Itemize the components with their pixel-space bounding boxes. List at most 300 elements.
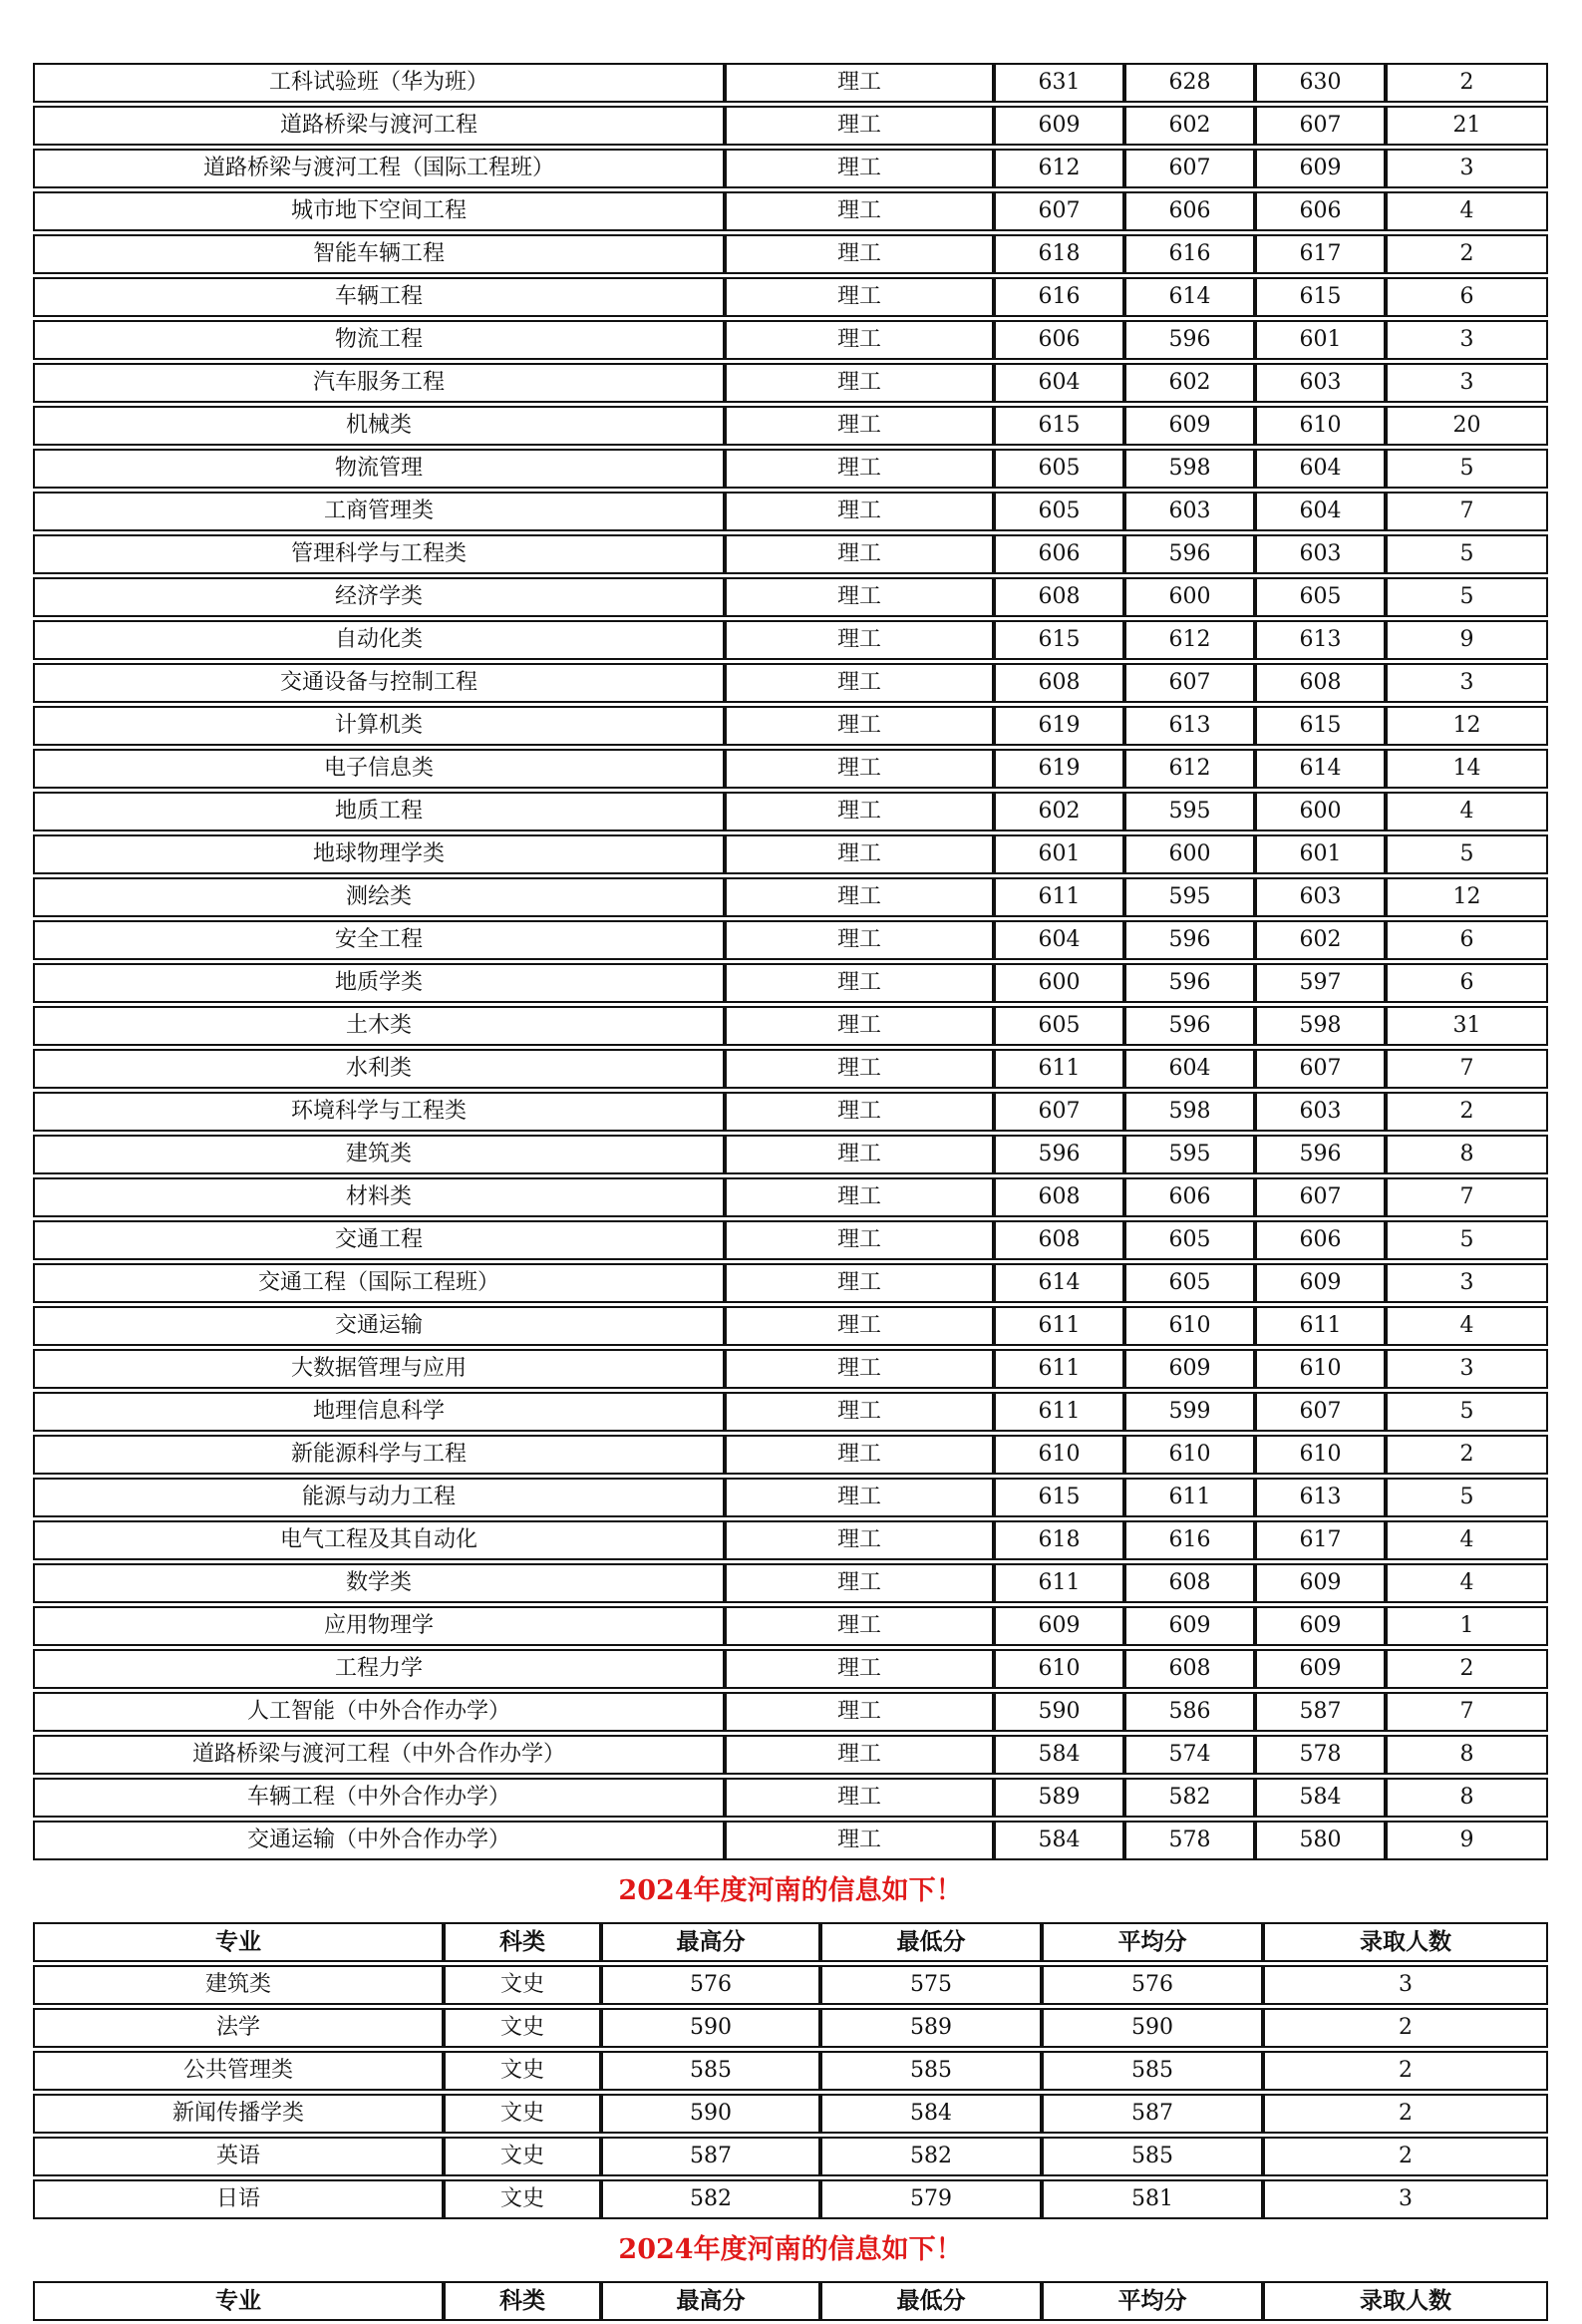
cell-category: 文史 — [444, 2094, 601, 2134]
cell-category: 理工 — [725, 63, 994, 103]
cell-max-score: 616 — [994, 277, 1124, 317]
cell-major: 工程力学 — [33, 1649, 725, 1689]
cell-category: 理工 — [725, 1649, 994, 1689]
document-page — [33, 60, 1548, 2324]
cell-major: 英语 — [33, 2137, 444, 2176]
cell-min-score: 609 — [1124, 1606, 1255, 1646]
cell-major: 法学 — [33, 2008, 444, 2048]
cell-min-score: 608 — [1124, 1563, 1255, 1603]
cell-avg-score: 597 — [1255, 963, 1386, 1003]
cell-major: 经济学类 — [33, 577, 725, 617]
cell-admitted: 9 — [1386, 620, 1548, 660]
table-row — [33, 2137, 1548, 2176]
cell-min-score: 602 — [1124, 106, 1255, 146]
table-header-row — [33, 2281, 1548, 2321]
table-row — [33, 1392, 1548, 1432]
table-row — [33, 492, 1548, 531]
cell-max-score: 602 — [994, 792, 1124, 831]
table-row — [33, 2008, 1548, 2048]
cell-admitted: 12 — [1386, 877, 1548, 917]
cell-major: 土木类 — [33, 1006, 725, 1046]
table-row — [33, 1006, 1548, 1046]
header-avg-score: 平均分 — [1042, 2281, 1263, 2321]
cell-min-score: 612 — [1124, 620, 1255, 660]
cell-avg-score: 611 — [1255, 1306, 1386, 1346]
cell-avg-score: 581 — [1042, 2179, 1263, 2219]
cell-admitted: 2 — [1386, 1092, 1548, 1132]
cell-avg-score: 614 — [1255, 749, 1386, 789]
table-row — [33, 1778, 1548, 1818]
cell-category: 理工 — [725, 1135, 994, 1174]
cell-avg-score: 585 — [1042, 2137, 1263, 2176]
cell-avg-score: 615 — [1255, 277, 1386, 317]
cell-category: 理工 — [725, 963, 994, 1003]
cell-admitted: 4 — [1386, 191, 1548, 231]
cell-category: 理工 — [725, 191, 994, 231]
cell-avg-score: 578 — [1255, 1735, 1386, 1775]
cell-admitted: 5 — [1386, 1392, 1548, 1432]
cell-max-score: 615 — [994, 620, 1124, 660]
cell-major: 水利类 — [33, 1049, 725, 1089]
cell-max-score: 610 — [994, 1435, 1124, 1475]
cell-admitted: 5 — [1386, 1220, 1548, 1260]
table-row — [33, 792, 1548, 831]
table-row — [33, 320, 1548, 360]
cell-admitted: 5 — [1386, 834, 1548, 874]
cell-category: 理工 — [725, 749, 994, 789]
cell-max-score: 606 — [994, 534, 1124, 574]
table-row — [33, 1092, 1548, 1132]
cell-avg-score: 576 — [1042, 1965, 1263, 2005]
cell-admitted: 4 — [1386, 1520, 1548, 1560]
cell-admitted: 2 — [1386, 1435, 1548, 1475]
cell-category: 理工 — [725, 577, 994, 617]
cell-min-score: 607 — [1124, 149, 1255, 188]
section-heading: 2024年度河南的信息如下！ — [618, 2234, 963, 2265]
cell-category: 理工 — [725, 149, 994, 188]
cell-major: 城市地下空间工程 — [33, 191, 725, 231]
table-row — [33, 1606, 1548, 1646]
cell-major: 数学类 — [33, 1563, 725, 1603]
table-row — [33, 106, 1548, 146]
cell-category: 理工 — [725, 1092, 994, 1132]
cell-avg-score: 609 — [1255, 1563, 1386, 1603]
cell-major: 安全工程 — [33, 920, 725, 960]
table-row — [33, 963, 1548, 1003]
cell-admitted: 7 — [1386, 1692, 1548, 1732]
cell-category: 理工 — [725, 1349, 994, 1389]
cell-max-score: 615 — [994, 406, 1124, 446]
table-row — [33, 277, 1548, 317]
cell-avg-score: 580 — [1255, 1821, 1386, 1860]
cell-category: 理工 — [725, 320, 994, 360]
cell-max-score: 611 — [994, 1563, 1124, 1603]
cell-admitted: 7 — [1386, 492, 1548, 531]
cell-avg-score: 603 — [1255, 1092, 1386, 1132]
cell-category: 理工 — [725, 1563, 994, 1603]
table-row — [33, 2179, 1548, 2219]
cell-category: 理工 — [725, 792, 994, 831]
cell-major: 材料类 — [33, 1177, 725, 1217]
table-row — [33, 363, 1548, 403]
cell-category: 理工 — [725, 834, 994, 874]
cell-admitted: 12 — [1386, 706, 1548, 746]
cell-min-score: 616 — [1124, 1520, 1255, 1560]
cell-category: 理工 — [725, 234, 994, 274]
cell-category: 理工 — [725, 1306, 994, 1346]
cell-max-score: 587 — [601, 2137, 820, 2176]
cell-min-score: 598 — [1124, 1092, 1255, 1132]
cell-avg-score: 607 — [1255, 1177, 1386, 1217]
cell-major: 测绘类 — [33, 877, 725, 917]
cell-category: 理工 — [725, 663, 994, 703]
cell-major: 计算机类 — [33, 706, 725, 746]
cell-admitted: 3 — [1386, 1263, 1548, 1303]
cell-avg-score: 613 — [1255, 1478, 1386, 1517]
cell-max-score: 589 — [994, 1778, 1124, 1818]
cell-category: 理工 — [725, 406, 994, 446]
cell-major: 地质学类 — [33, 963, 725, 1003]
cell-major: 汽车服务工程 — [33, 363, 725, 403]
cell-category: 理工 — [725, 1778, 994, 1818]
cell-avg-score: 630 — [1255, 63, 1386, 103]
cell-major: 应用物理学 — [33, 1606, 725, 1646]
cell-min-score: 611 — [1124, 1478, 1255, 1517]
cell-major: 物流管理 — [33, 449, 725, 489]
cell-major: 人工智能（中外合作办学） — [33, 1692, 725, 1732]
table-row — [33, 577, 1548, 617]
table-row — [33, 234, 1548, 274]
table-row — [33, 1478, 1548, 1517]
cell-min-score: 582 — [820, 2137, 1042, 2176]
cell-major: 环境科学与工程类 — [33, 1092, 725, 1132]
cell-max-score: 606 — [994, 320, 1124, 360]
cell-category: 理工 — [725, 620, 994, 660]
cell-major: 地球物理学类 — [33, 834, 725, 874]
cell-avg-score: 609 — [1255, 1263, 1386, 1303]
cell-category: 文史 — [444, 2051, 601, 2091]
cell-admitted: 7 — [1386, 1049, 1548, 1089]
cell-max-score: 608 — [994, 1220, 1124, 1260]
cell-min-score: 600 — [1124, 834, 1255, 874]
cell-admitted: 3 — [1386, 363, 1548, 403]
cell-avg-score: 587 — [1042, 2094, 1263, 2134]
table-row — [33, 1135, 1548, 1174]
cell-max-score: 609 — [994, 1606, 1124, 1646]
cell-admitted: 3 — [1386, 320, 1548, 360]
cell-max-score: 609 — [994, 106, 1124, 146]
cell-max-score: 618 — [994, 234, 1124, 274]
cell-major: 物流工程 — [33, 320, 725, 360]
cell-major: 交通工程（国际工程班） — [33, 1263, 725, 1303]
cell-category: 理工 — [725, 449, 994, 489]
table-row — [33, 1435, 1548, 1475]
cell-admitted: 4 — [1386, 1563, 1548, 1603]
cell-category: 理工 — [725, 1692, 994, 1732]
cell-max-score: 610 — [994, 1649, 1124, 1689]
cell-avg-score: 615 — [1255, 706, 1386, 746]
cell-min-score: 605 — [1124, 1220, 1255, 1260]
cell-category: 理工 — [725, 363, 994, 403]
table-row — [33, 1306, 1548, 1346]
cell-min-score: 595 — [1124, 877, 1255, 917]
header-category: 科类 — [444, 1922, 601, 1962]
cell-admitted: 7 — [1386, 1177, 1548, 1217]
cell-max-score: 604 — [994, 920, 1124, 960]
cell-max-score: 605 — [994, 449, 1124, 489]
cell-min-score: 578 — [1124, 1821, 1255, 1860]
cell-avg-score: 602 — [1255, 920, 1386, 960]
cell-min-score: 574 — [1124, 1735, 1255, 1775]
cell-avg-score: 604 — [1255, 449, 1386, 489]
cell-major: 管理科学与工程类 — [33, 534, 725, 574]
cell-max-score: 604 — [994, 363, 1124, 403]
cell-admitted: 6 — [1386, 920, 1548, 960]
cell-max-score: 582 — [601, 2179, 820, 2219]
cell-admitted: 2 — [1263, 2094, 1548, 2134]
cell-max-score: 585 — [601, 2051, 820, 2091]
table-row — [33, 1563, 1548, 1603]
cell-min-score: 603 — [1124, 492, 1255, 531]
cell-major: 车辆工程 — [33, 277, 725, 317]
header-min-score: 最低分 — [820, 2281, 1042, 2321]
cell-min-score: 605 — [1124, 1263, 1255, 1303]
cell-major: 交通运输（中外合作办学） — [33, 1821, 725, 1860]
table-row — [33, 1263, 1548, 1303]
cell-max-score: 615 — [994, 1478, 1124, 1517]
table-header-row — [33, 1922, 1548, 1962]
table-row — [33, 749, 1548, 789]
table-row — [33, 406, 1548, 446]
cell-admitted: 5 — [1386, 1478, 1548, 1517]
cell-admitted: 31 — [1386, 1006, 1548, 1046]
cell-admitted: 2 — [1263, 2008, 1548, 2048]
table-row — [33, 449, 1548, 489]
cell-min-score: 582 — [1124, 1778, 1255, 1818]
header-max-score: 最高分 — [601, 1922, 820, 1962]
cell-max-score: 600 — [994, 963, 1124, 1003]
cell-min-score: 607 — [1124, 663, 1255, 703]
cell-max-score: 590 — [994, 1692, 1124, 1732]
cell-admitted: 1 — [1386, 1606, 1548, 1646]
table-row — [33, 191, 1548, 231]
cell-min-score: 595 — [1124, 1135, 1255, 1174]
cell-admitted: 2 — [1263, 2137, 1548, 2176]
cell-admitted: 2 — [1386, 63, 1548, 103]
admission-table-liberal-arts — [33, 1919, 1548, 2222]
cell-admitted: 5 — [1386, 577, 1548, 617]
cell-category: 理工 — [725, 1520, 994, 1560]
cell-min-score: 598 — [1124, 449, 1255, 489]
header-category: 科类 — [444, 2281, 601, 2321]
cell-major: 大数据管理与应用 — [33, 1349, 725, 1389]
cell-category: 理工 — [725, 1735, 994, 1775]
cell-category: 理工 — [725, 920, 994, 960]
cell-min-score: 608 — [1124, 1649, 1255, 1689]
cell-admitted: 5 — [1386, 534, 1548, 574]
cell-avg-score: 598 — [1255, 1006, 1386, 1046]
cell-min-score: 595 — [1124, 792, 1255, 831]
cell-max-score: 619 — [994, 749, 1124, 789]
cell-max-score: 611 — [994, 1392, 1124, 1432]
cell-min-score: 596 — [1124, 1006, 1255, 1046]
cell-avg-score: 600 — [1255, 792, 1386, 831]
table-row — [33, 1220, 1548, 1260]
cell-category: 理工 — [725, 1435, 994, 1475]
cell-avg-score: 607 — [1255, 1392, 1386, 1432]
table-row — [33, 834, 1548, 874]
cell-avg-score: 606 — [1255, 1220, 1386, 1260]
cell-max-score: 596 — [994, 1135, 1124, 1174]
cell-max-score: 608 — [994, 577, 1124, 617]
cell-category: 理工 — [725, 534, 994, 574]
cell-avg-score: 605 — [1255, 577, 1386, 617]
cell-min-score: 616 — [1124, 234, 1255, 274]
cell-avg-score: 610 — [1255, 1349, 1386, 1389]
cell-avg-score: 587 — [1255, 1692, 1386, 1732]
table-body — [33, 1965, 1548, 2219]
cell-category: 理工 — [725, 877, 994, 917]
header-major: 专业 — [33, 1922, 444, 1962]
cell-avg-score: 585 — [1042, 2051, 1263, 2091]
cell-max-score: 611 — [994, 1306, 1124, 1346]
cell-major: 交通设备与控制工程 — [33, 663, 725, 703]
cell-category: 理工 — [725, 1006, 994, 1046]
cell-min-score: 604 — [1124, 1049, 1255, 1089]
cell-major: 电气工程及其自动化 — [33, 1520, 725, 1560]
cell-major: 道路桥梁与渡河工程（国际工程班） — [33, 149, 725, 188]
cell-category: 理工 — [725, 1478, 994, 1517]
cell-major: 交通工程 — [33, 1220, 725, 1260]
table-row — [33, 1692, 1548, 1732]
cell-max-score: 614 — [994, 1263, 1124, 1303]
cell-admitted: 3 — [1386, 663, 1548, 703]
cell-major: 机械类 — [33, 406, 725, 446]
cell-avg-score: 607 — [1255, 1049, 1386, 1089]
admission-table-next — [33, 2278, 1548, 2324]
cell-min-score: 609 — [1124, 1349, 1255, 1389]
cell-category: 理工 — [725, 1049, 994, 1089]
cell-avg-score: 603 — [1255, 534, 1386, 574]
cell-avg-score: 610 — [1255, 1435, 1386, 1475]
table-row — [33, 620, 1548, 660]
table-row — [33, 1965, 1548, 2005]
cell-category: 理工 — [725, 1220, 994, 1260]
cell-min-score: 606 — [1124, 1177, 1255, 1217]
cell-min-score: 596 — [1124, 534, 1255, 574]
cell-category: 文史 — [444, 2008, 601, 2048]
cell-avg-score: 603 — [1255, 363, 1386, 403]
cell-category: 理工 — [725, 106, 994, 146]
cell-max-score: 608 — [994, 1177, 1124, 1217]
cell-admitted: 3 — [1386, 149, 1548, 188]
table-row — [33, 1735, 1548, 1775]
cell-admitted: 14 — [1386, 749, 1548, 789]
cell-category: 文史 — [444, 2179, 601, 2219]
cell-min-score: 596 — [1124, 320, 1255, 360]
table-row — [33, 1821, 1548, 1860]
cell-avg-score: 610 — [1255, 406, 1386, 446]
cell-min-score: 610 — [1124, 1435, 1255, 1475]
cell-max-score: 590 — [601, 2008, 820, 2048]
header-avg-score: 平均分 — [1042, 1922, 1263, 1962]
cell-admitted: 8 — [1386, 1735, 1548, 1775]
cell-min-score: 579 — [820, 2179, 1042, 2219]
cell-min-score: 584 — [820, 2094, 1042, 2134]
cell-min-score: 596 — [1124, 920, 1255, 960]
cell-category: 理工 — [725, 1263, 994, 1303]
cell-min-score: 614 — [1124, 277, 1255, 317]
cell-category: 理工 — [725, 1177, 994, 1217]
table-row — [33, 2051, 1548, 2091]
cell-min-score: 575 — [820, 1965, 1042, 2005]
cell-avg-score: 596 — [1255, 1135, 1386, 1174]
table-row — [33, 706, 1548, 746]
cell-category: 理工 — [725, 706, 994, 746]
cell-major: 电子信息类 — [33, 749, 725, 789]
cell-admitted: 6 — [1386, 277, 1548, 317]
table-row — [33, 1177, 1548, 1217]
cell-major: 道路桥梁与渡河工程（中外合作办学） — [33, 1735, 725, 1775]
cell-avg-score: 617 — [1255, 1520, 1386, 1560]
cell-admitted: 8 — [1386, 1778, 1548, 1818]
cell-major: 工科试验班（华为班） — [33, 63, 725, 103]
cell-max-score: 590 — [601, 2094, 820, 2134]
cell-category: 文史 — [444, 2137, 601, 2176]
table-row — [33, 149, 1548, 188]
cell-category: 理工 — [725, 492, 994, 531]
cell-admitted: 8 — [1386, 1135, 1548, 1174]
cell-avg-score: 609 — [1255, 149, 1386, 188]
cell-avg-score: 617 — [1255, 234, 1386, 274]
cell-category: 文史 — [444, 1965, 601, 2005]
header-max-score: 最高分 — [601, 2281, 820, 2321]
cell-admitted: 2 — [1386, 1649, 1548, 1689]
cell-min-score: 585 — [820, 2051, 1042, 2091]
cell-admitted: 6 — [1386, 963, 1548, 1003]
table-row — [33, 1649, 1548, 1689]
table-row — [33, 2094, 1548, 2134]
table-body — [33, 63, 1548, 1860]
cell-admitted: 4 — [1386, 1306, 1548, 1346]
cell-min-score: 612 — [1124, 749, 1255, 789]
cell-category: 理工 — [725, 1821, 994, 1860]
cell-major: 智能车辆工程 — [33, 234, 725, 274]
cell-major: 道路桥梁与渡河工程 — [33, 106, 725, 146]
cell-max-score: 584 — [994, 1821, 1124, 1860]
cell-major: 能源与动力工程 — [33, 1478, 725, 1517]
header-admitted: 录取人数 — [1263, 2281, 1548, 2321]
cell-min-score: 599 — [1124, 1392, 1255, 1432]
table-row — [33, 1049, 1548, 1089]
table-row — [33, 1520, 1548, 1560]
cell-admitted: 5 — [1386, 449, 1548, 489]
cell-major: 地质工程 — [33, 792, 725, 831]
cell-major: 车辆工程（中外合作办学） — [33, 1778, 725, 1818]
cell-min-score: 600 — [1124, 577, 1255, 617]
cell-min-score: 586 — [1124, 1692, 1255, 1732]
header-major: 专业 — [33, 2281, 444, 2321]
admission-table-science — [33, 60, 1548, 1863]
cell-category: 理工 — [725, 277, 994, 317]
cell-category: 理工 — [725, 1606, 994, 1646]
cell-min-score: 589 — [820, 2008, 1042, 2048]
cell-admitted: 9 — [1386, 1821, 1548, 1860]
cell-avg-score: 609 — [1255, 1649, 1386, 1689]
cell-avg-score: 590 — [1042, 2008, 1263, 2048]
cell-max-score: 618 — [994, 1520, 1124, 1560]
cell-max-score: 611 — [994, 1049, 1124, 1089]
